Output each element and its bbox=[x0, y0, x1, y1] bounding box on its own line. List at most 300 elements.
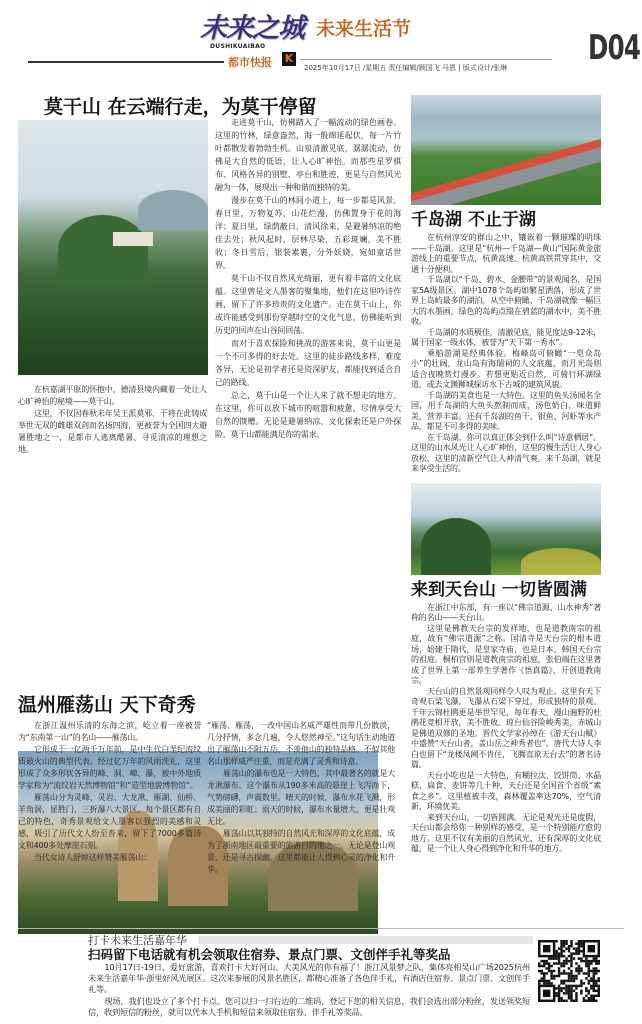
qr-module bbox=[553, 957, 555, 959]
qr-module bbox=[565, 972, 567, 974]
qr-module bbox=[548, 962, 550, 964]
qr-module bbox=[560, 972, 562, 974]
qr-module bbox=[565, 987, 567, 989]
qr-module bbox=[563, 940, 565, 942]
qr-module bbox=[593, 957, 595, 959]
qr-module bbox=[570, 992, 572, 994]
qr-module bbox=[568, 972, 570, 974]
qr-module bbox=[578, 970, 580, 972]
qr-module bbox=[560, 965, 562, 967]
qr-module bbox=[580, 960, 582, 962]
qr-module bbox=[588, 990, 590, 992]
qr-module bbox=[588, 965, 590, 967]
qr-module bbox=[565, 992, 567, 994]
qr-module bbox=[588, 960, 590, 962]
qr-module bbox=[595, 990, 597, 992]
dateline: 2025年10月17日 /星期五 责任编辑/顾国飞 马恩 | 版式设计/张琳 bbox=[304, 64, 508, 72]
qr-module bbox=[570, 955, 572, 957]
qr-module bbox=[538, 970, 540, 972]
qr-module bbox=[595, 960, 597, 962]
qr-module bbox=[583, 982, 585, 984]
qr-module bbox=[598, 960, 600, 962]
paragraph: 在杭嘉湖平原的怀抱中，德清县境内藏着一处让人心旷神怡的秘境——莫干山。 bbox=[18, 385, 207, 406]
paragraph: 10月17日-19日，爱好旅游，喜欢打卡大好河山、大美风光的你有福了！浙江风景梦之队，集体亮相吴山广场2025杭州未来生活嘉年华·浙里好风光展区。这次来参展的风景名胜区，都精心准备了各色伴手礼，有酒店住宿券、景点门票、文创伴手礼等。 bbox=[88, 962, 530, 995]
qr-module bbox=[595, 972, 597, 974]
qr-module bbox=[595, 982, 597, 984]
qr-module bbox=[570, 972, 572, 974]
qr-module bbox=[543, 945, 550, 952]
qr-module bbox=[565, 960, 567, 962]
paragraph: 走进莫干山，仿佛踏入了一幅流动的绿色画卷。这里的竹林，绿意盎然，海一般绵延起伏，每一片竹叶都散发着勃勃生机。山泉清澈见底，潺潺流动，仿佛是大自然的低语，让人心旷神怡。而那些星罗棋布、风格各异的别墅、亭台和胜迹，更是与自然风光融为一体，展现出一种和谐而独特的美。 bbox=[215, 118, 401, 192]
qr-module bbox=[545, 982, 547, 984]
qr-module bbox=[590, 970, 592, 972]
qr-module bbox=[588, 962, 590, 964]
qr-module bbox=[568, 945, 570, 947]
qr-module bbox=[575, 1000, 577, 1002]
tiantai-title: 来到天台山 一切皆圆满 bbox=[411, 579, 587, 600]
qr-module bbox=[565, 990, 567, 992]
qr-module bbox=[558, 952, 560, 954]
mogan-mountain-photo bbox=[18, 120, 208, 375]
qr-module bbox=[583, 997, 585, 999]
qr-module bbox=[593, 975, 595, 977]
yandang-left-column bbox=[18, 720, 201, 864]
qr-module bbox=[548, 970, 550, 972]
qr-module bbox=[580, 957, 582, 959]
qr-module bbox=[580, 992, 582, 994]
qr-module bbox=[598, 980, 600, 982]
qr-module bbox=[573, 952, 575, 954]
qr-module bbox=[593, 995, 595, 997]
qr-module bbox=[548, 965, 550, 967]
qr-module bbox=[580, 982, 582, 984]
qr-module bbox=[560, 947, 562, 949]
qr-module bbox=[563, 982, 565, 984]
qr-module bbox=[550, 965, 552, 967]
qr-module bbox=[588, 972, 590, 974]
qr-module bbox=[575, 987, 577, 989]
qr-module bbox=[558, 962, 560, 964]
qr-module bbox=[568, 992, 570, 994]
qr-module bbox=[570, 965, 572, 967]
qr-module bbox=[573, 975, 575, 977]
qr-module bbox=[563, 1000, 565, 1002]
qr-module bbox=[573, 1000, 575, 1002]
qr-module bbox=[560, 987, 562, 989]
qr-module bbox=[555, 992, 557, 994]
qr-module bbox=[598, 995, 600, 997]
qr-module bbox=[593, 960, 595, 962]
qr-module bbox=[585, 957, 587, 959]
qr-module bbox=[540, 965, 542, 967]
qr-module bbox=[543, 972, 545, 974]
promo-headline: 扫码留下电话就有机会领取住宿券、景点门票、文创伴手礼等奖品 bbox=[88, 947, 451, 962]
qr-module bbox=[563, 987, 565, 989]
qr-module bbox=[560, 940, 562, 942]
qr-module bbox=[570, 980, 572, 982]
qr-module bbox=[555, 987, 557, 989]
qr-module bbox=[590, 987, 592, 989]
paragraph: 雁荡山以其独特的自然风光和深厚的文化底蕴，成为了浙南地区最重要的旅游目的地之一。无论是登山观景，还是寻古探幽，这里都能让人得到心灵的净化和升华。 bbox=[207, 829, 395, 874]
qr-module bbox=[588, 982, 590, 984]
tiantai-column bbox=[411, 603, 601, 855]
qr-module bbox=[550, 982, 552, 984]
qr-module bbox=[565, 980, 567, 982]
qr-module bbox=[585, 990, 587, 992]
qr-module bbox=[560, 952, 562, 954]
qiandao-title: 千岛湖 不止于湖 bbox=[411, 210, 536, 230]
qr-module bbox=[555, 950, 557, 952]
qr-module bbox=[593, 967, 595, 969]
newspaper-pinyin: DUSHIKUAIBAO bbox=[210, 43, 266, 50]
qr-module bbox=[545, 962, 547, 964]
qr-module bbox=[583, 960, 585, 962]
qr-module bbox=[565, 1000, 567, 1002]
qr-module bbox=[578, 945, 580, 947]
qr-module bbox=[593, 987, 595, 989]
section-festival-title: 未来生活节 bbox=[316, 18, 412, 40]
qr-module bbox=[598, 985, 600, 987]
qr-module bbox=[595, 962, 597, 964]
qr-module bbox=[540, 977, 542, 979]
qr-module bbox=[558, 997, 560, 999]
qr-module bbox=[593, 985, 595, 987]
qr-module bbox=[593, 982, 595, 984]
qr-module bbox=[573, 990, 575, 992]
qr-module bbox=[563, 992, 565, 994]
qr-module bbox=[543, 960, 545, 962]
qr-module bbox=[565, 942, 567, 944]
paragraph: 雁荡山分为灵峰、灵岩、大龙湫、雁湖、仙桥、羊角洞、显胜门、三折瀑八大景区。每个景区都有自己的特色，奇秀景观给文人墨客以强烈的美感和灵感，吸引了历代文人纷至沓来，留下了7000多篇诗文和400多处摩崖石刻。 bbox=[18, 793, 201, 850]
right-column bbox=[411, 95, 601, 855]
qr-module bbox=[558, 985, 560, 987]
qr-module bbox=[558, 967, 560, 969]
qr-module bbox=[538, 962, 540, 964]
qr-module bbox=[595, 1000, 597, 1002]
qr-module bbox=[570, 942, 572, 944]
paragraph: 千岛湖的美食也是一大特色。这里的鱼头汤闻名全国，用千岛湖的大鱼头熬制而成，汤色奶白，味道鲜美，营养丰富。还有千岛湖的鱼干、银鱼、河虾等水产品，都是不可多得的美味。 bbox=[411, 390, 601, 431]
qr-module bbox=[598, 990, 600, 992]
qr-module bbox=[560, 990, 562, 992]
qr-module bbox=[568, 990, 570, 992]
paragraph: 乘船游湖是经典体验。梅峰岛可俯瞰“一览众岛小”的壮阔，龙山岛有海瑞祠的人文底蕴，而月光岛则适合夜晚赏灯漫步。若想更贴近自然，可骑行环湖绿道，或去文渊狮城探访水下古城的建筑风貌。 bbox=[411, 348, 601, 389]
qr-module bbox=[553, 962, 555, 964]
paragraph: 在杭州淳安的群山之中，镶嵌着一颗璀璨的明珠——千岛湖。这里是“杭州—千岛湖—黄山”国际黄金旅游线上的重要节点，杭黄高速、杭黄高铁贯穿其中，交通十分便利。 bbox=[411, 233, 601, 274]
qr-module bbox=[590, 997, 592, 999]
qr-module bbox=[585, 1000, 587, 1002]
qr-module bbox=[558, 987, 560, 989]
qr-module bbox=[563, 950, 565, 952]
qr-module bbox=[593, 997, 595, 999]
qr-module bbox=[568, 967, 570, 969]
paragraph: 现场，我们也设立了多个打卡点。您可以扫一扫右边的二维码，登记下您的相关信息，我们会选出部分粉丝，发送领奖短信，收到短信的粉丝，就可以凭本人手机和短信来领取住宿券、伴手礼等奖品。 bbox=[88, 995, 530, 1017]
paragraph: 千岛湖以“千岛、碧水、金腰带”的景观闻名，是国家5A级景区。湖中1078个岛屿如繁星洒落，形成了世界上岛屿最多的湖泊。从空中俯瞰，千岛湖就像一幅巨大的水墨画，绿色的岛屿点缀在碧蓝的湖水中，美不胜收。 bbox=[411, 275, 601, 326]
qr-module bbox=[595, 957, 597, 959]
qr-module bbox=[580, 967, 582, 969]
qr-module bbox=[588, 945, 595, 952]
qr-module bbox=[563, 965, 565, 967]
qr-module bbox=[570, 970, 572, 972]
qr-module bbox=[578, 972, 580, 974]
qr-module bbox=[570, 952, 572, 954]
qr-module bbox=[555, 962, 557, 964]
qr-module bbox=[568, 950, 570, 952]
qr-module bbox=[555, 955, 557, 957]
qr-module bbox=[558, 960, 560, 962]
qr-module bbox=[590, 980, 592, 982]
qr-module bbox=[585, 987, 587, 989]
qr-module bbox=[580, 990, 582, 992]
qr-module bbox=[560, 982, 562, 984]
paragraph: 这里是佛教天台宗的发祥地，也是道教南宗的祖庭，故有“佛宗道源”之称。国清寺是天台宗的根本道场，始建于隋代，是皇家寺庙，也是日本、韩国天台宗的祖庭。桐柏宫则是道教南宗的祖庭，张伯端在这里著成了世界上第一部养生学著作《悟真篇》，开创道教南宗。 bbox=[411, 623, 601, 685]
qr-module bbox=[550, 975, 552, 977]
qr-module bbox=[555, 975, 557, 977]
qr-module bbox=[585, 972, 587, 974]
qr-module bbox=[595, 970, 597, 972]
section-divider bbox=[18, 928, 624, 929]
qr-module bbox=[540, 980, 542, 982]
qr-module bbox=[560, 942, 562, 944]
qr-module bbox=[555, 957, 557, 959]
paragraph: 天台山的自然景观同样令人叹为观止。这里有天下奇观石梁飞瀑，飞瀑从石梁下穿过，形成独特的景观。千年云锦杜鹃更是举世罕见，每年春天，漫山遍野的杜鹃花竞相开放，美不胜收。琼台仙谷险峻秀美，赤城山是佛道双修的圣地。晋代文学家孙绰在《游天台山赋》中盛赞“天台山者，盖山岳之神秀者也”，唐代大诗人李白也留下“龙楼凤阙不肯住，飞腾直欲天台去”的著名诗篇。 bbox=[411, 686, 601, 769]
qr-module bbox=[585, 995, 587, 997]
qr-module bbox=[545, 972, 547, 974]
qr-module bbox=[590, 985, 592, 987]
qr-module bbox=[580, 945, 582, 947]
qr-module bbox=[545, 960, 547, 962]
qr-module bbox=[565, 940, 567, 942]
kicker-bar bbox=[198, 936, 533, 944]
qr-module bbox=[573, 980, 575, 982]
qr-module bbox=[575, 962, 577, 964]
qr-module bbox=[558, 992, 560, 994]
qr-module bbox=[588, 980, 590, 982]
qr-module bbox=[555, 940, 557, 942]
qr-module bbox=[560, 962, 562, 964]
qr-module bbox=[588, 970, 590, 972]
qr-module bbox=[545, 980, 547, 982]
qr-module bbox=[538, 965, 540, 967]
paragraph: 在浙江温州乐清的东海之滨，屹立着一座被誉为“东南第一山”的名山——雁荡山。 bbox=[18, 721, 201, 742]
qr-module bbox=[568, 985, 570, 987]
qr-module bbox=[578, 957, 580, 959]
qr-module bbox=[548, 957, 550, 959]
qr-module bbox=[583, 972, 585, 974]
qr-module bbox=[575, 950, 577, 952]
paragraph: 而对于喜欢探险和挑战的游客来说，莫干山更是一个不可多得的好去处。这里的徒步路线多样，难度各异，无论是初学者还是资深驴友，都能找到适合自己的路线。 bbox=[215, 339, 401, 387]
qr-module bbox=[563, 955, 565, 957]
qr-module bbox=[560, 950, 562, 952]
qr-module bbox=[568, 995, 570, 997]
qr-module bbox=[560, 980, 562, 982]
k-logo-icon: K bbox=[282, 52, 296, 66]
qr-module bbox=[553, 970, 555, 972]
qr-module bbox=[565, 947, 567, 949]
paragraph: 它形成于一亿两千万年前，是中生代白垩纪流纹质破火山的典型代表。经过亿万年的风雨洗礼，这里形成了众多形状各异的峰、洞、嶂、瀑，被中外地质学家称为“流纹岩天然博物馆”和“造型地貌博物馆”。 bbox=[18, 745, 201, 790]
qr-module bbox=[563, 942, 565, 944]
qr-module bbox=[558, 972, 560, 974]
qr-module bbox=[593, 980, 595, 982]
mogan-middle-column bbox=[215, 116, 401, 441]
qr-module bbox=[548, 982, 550, 984]
paragraph: 漫步在莫干山的林间小道上，每一步都是风景。春日里，万物复苏，山花烂漫，仿佛置身于花的海洋；夏日里，绿荫蔽日，清风徐来，是避暑纳凉的绝佳去处；秋风起时，层林尽染，五彩斑斓，美不胜收；冬日雪后，银装素裹，分外妖娆，宛如童话世界。 bbox=[215, 196, 401, 270]
qr-module bbox=[570, 962, 572, 964]
qr-module bbox=[568, 997, 570, 999]
qr-module bbox=[563, 962, 565, 964]
qr-module bbox=[593, 970, 595, 972]
qr-module bbox=[598, 987, 600, 989]
qr-module bbox=[578, 965, 580, 967]
qr-module bbox=[583, 1000, 585, 1002]
qr-module bbox=[563, 972, 565, 974]
qr-module bbox=[560, 1000, 562, 1002]
qr-module bbox=[558, 957, 560, 959]
qr-module bbox=[563, 980, 565, 982]
newspaper-name: 都市快报 bbox=[228, 56, 272, 69]
qiandao-column bbox=[411, 233, 601, 475]
qr-module bbox=[548, 967, 550, 969]
qr-module bbox=[558, 1000, 560, 1002]
qr-module bbox=[575, 970, 577, 972]
qr-module bbox=[570, 977, 572, 979]
qr-module bbox=[585, 962, 587, 964]
qr-module bbox=[563, 970, 565, 972]
qr-module bbox=[598, 970, 600, 972]
paragraph: 总之，莫干山是一个让人来了就不想走的地方。在这里，你可以放下城市的喧嚣和疲惫，尽情享受大自然的馈赠。无论是避暑纳凉、文化探索还是户外探险，莫干山都能满足你的需求。 bbox=[215, 391, 401, 439]
paragraph: 这里，不仅因春秋末年吴王派莫邪、干将在此铸成举世无双的雌雄双剑而名扬四海，更被誉为全国四大避暑胜地之一，是都市人逃离酷暑、寻觅清凉的理想之地。 bbox=[18, 409, 207, 454]
qr-module bbox=[578, 967, 580, 969]
qr-module bbox=[543, 975, 545, 977]
qr-module bbox=[570, 975, 572, 977]
qr-module bbox=[575, 992, 577, 994]
yandang-title: 温州雁荡山 天下奇秀 bbox=[18, 694, 196, 716]
qr-module bbox=[568, 987, 570, 989]
qr-module bbox=[575, 995, 577, 997]
qr-module bbox=[570, 997, 572, 999]
qr-module bbox=[593, 990, 595, 992]
yandang-middle-column bbox=[207, 720, 395, 876]
qr-module bbox=[573, 947, 575, 949]
qr-module bbox=[578, 940, 580, 942]
qr-module bbox=[550, 957, 552, 959]
qr-module bbox=[598, 992, 600, 994]
qr-module bbox=[593, 972, 595, 974]
qr-module bbox=[543, 962, 545, 964]
paragraph: 雁荡山的瀑布也是一大特色，其中最著名的就是大龙湫瀑布。这个瀑布从190多米高的悬崖上飞泻而下，气势磅礴，声震数里。晴天的时候，瀑布水花飞溅，形成美丽的彩虹；雨天的时候，瀑布水量增大，更是壮观无比。 bbox=[207, 769, 395, 826]
qr-module bbox=[580, 950, 582, 952]
paragraph: 当代女诗人舒婷这样赞美雁荡山： bbox=[34, 853, 151, 862]
qr-module bbox=[563, 945, 565, 947]
qr-module bbox=[543, 980, 545, 982]
qr-module bbox=[580, 940, 582, 942]
qr-module bbox=[588, 997, 590, 999]
qr-module bbox=[570, 957, 572, 959]
qr-module bbox=[540, 970, 542, 972]
qr-module bbox=[578, 947, 580, 949]
qr-module bbox=[568, 960, 570, 962]
qr-module bbox=[558, 975, 560, 977]
promo-kicker: 打卡未来生活嘉年华 bbox=[88, 934, 187, 947]
qr-module bbox=[590, 962, 592, 964]
qr-module bbox=[573, 977, 575, 979]
qr-code[interactable] bbox=[538, 940, 600, 1002]
promo-body bbox=[88, 962, 530, 1018]
qr-module bbox=[588, 967, 590, 969]
qr-module bbox=[538, 982, 540, 984]
qr-module bbox=[585, 965, 587, 967]
qr-module bbox=[550, 970, 552, 972]
qr-module bbox=[570, 987, 572, 989]
qr-module bbox=[558, 947, 560, 949]
qr-module bbox=[540, 972, 542, 974]
qr-module bbox=[545, 967, 547, 969]
qr-module bbox=[590, 995, 592, 997]
paragraph: 在千岛湖，你可以真正体会到什么叫“诗意栖居”。这里的山水风光让人心旷神怡，这里的慢生活让人身心放松，这里的清新空气让人神清气爽。来千岛湖，就是来享受生活的。 bbox=[411, 432, 601, 473]
qr-module bbox=[568, 955, 570, 957]
qr-module bbox=[580, 970, 582, 972]
logo-future-city: 未来之城 bbox=[200, 13, 304, 44]
qr-module bbox=[565, 962, 567, 964]
paragraph: 天台小吃也是一大特色，有糊拉汰、饺饼筒、水晶糕、扁食、麦饼等几十种，天台还是全国首个省级“素食之乡”。这里植被丰茂，森林覆盖率达70%，空气清新，环境优美。 bbox=[411, 770, 601, 811]
paragraph: 在浙江中东部，有一座以“佛宗道源、山水神秀”著称的名山——天台山。 bbox=[411, 602, 601, 622]
qr-module bbox=[568, 980, 570, 982]
qr-module bbox=[575, 967, 577, 969]
qr-module bbox=[595, 985, 597, 987]
qr-module bbox=[578, 942, 580, 944]
qr-module bbox=[538, 980, 540, 982]
qr-module bbox=[558, 990, 560, 992]
qr-module bbox=[553, 977, 555, 979]
qr-module bbox=[588, 1000, 590, 1002]
qr-module bbox=[558, 995, 560, 997]
qr-module bbox=[578, 950, 580, 952]
qr-module bbox=[543, 990, 550, 997]
qr-module bbox=[570, 940, 572, 942]
qr-module bbox=[578, 985, 580, 987]
paragraph: 莫干山不仅自然风光绮丽，更有着丰富的文化底蕴。这里曾是文人墨客的聚集地，他们在这里吟诗作画，留下了许多珍贵的文化遗产。走在莫干山上，你或许能感受到那份穿越时空的文化气息，仿佛能听到历史的回声在山谷间回荡。 bbox=[215, 274, 401, 335]
qiandao-lake-cycling-photo bbox=[411, 95, 601, 205]
qr-module bbox=[580, 985, 582, 987]
qr-module bbox=[553, 975, 555, 977]
qr-module bbox=[560, 955, 562, 957]
qr-module bbox=[575, 947, 577, 949]
qr-module bbox=[555, 952, 557, 954]
qr-module bbox=[588, 992, 590, 994]
qr-module bbox=[575, 997, 577, 999]
qr-module bbox=[580, 942, 582, 944]
qr-module bbox=[573, 985, 575, 987]
qr-module bbox=[570, 1000, 572, 1002]
qr-module bbox=[593, 1000, 595, 1002]
qr-module bbox=[548, 980, 550, 982]
paragraph: 来到天台山，一切皆圆满。无论是观光还是度假，天台山都会给你一种别样的感受，是一个特别能疗愈的地方。这里不仅有美丽的自然风光，还有深厚的文化底蕴，是一个让人身心得到净化和升华的地方。 bbox=[411, 812, 601, 853]
qr-module bbox=[590, 960, 592, 962]
qr-module bbox=[588, 975, 590, 977]
qr-module bbox=[540, 960, 542, 962]
qr-module bbox=[575, 975, 577, 977]
qr-module bbox=[543, 965, 545, 967]
qr-module bbox=[543, 982, 545, 984]
qr-module bbox=[555, 995, 557, 997]
qr-module bbox=[575, 952, 577, 954]
qr-module bbox=[585, 960, 587, 962]
mogan-title: 莫干山 在云端行走，为莫干停留 bbox=[44, 96, 317, 118]
tiantai-mountain-photo bbox=[411, 483, 601, 575]
qr-module bbox=[575, 942, 577, 944]
qr-module bbox=[550, 977, 552, 979]
qr-module bbox=[590, 1000, 592, 1002]
qr-module bbox=[598, 962, 600, 964]
